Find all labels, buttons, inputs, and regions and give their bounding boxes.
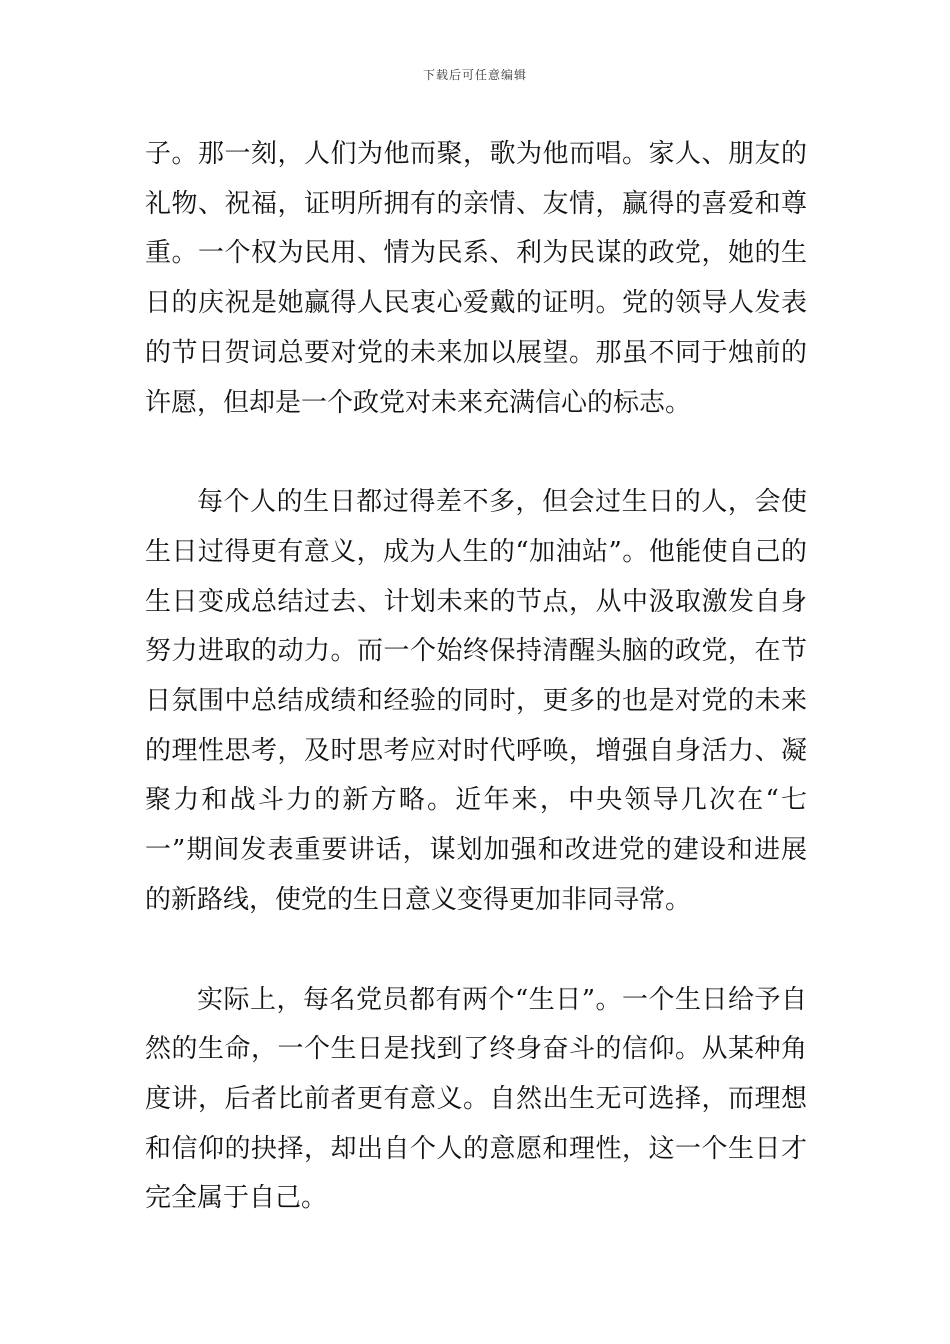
paragraph-2: 每个人的生日都过得差不多，但会过生日的人，会使生日过得更有意义，成为人生的“加油站”。他能使自己的生日变成总结过去、计划未来的节点，从中汲取激发自身努力进取的动力。而一个始终保持清醒头脑的政党，在节日氛围中总结成绩和经验的同时，更多的也是对党的未来的理性思考，及时思考应对时代呼唤，增强自身活力、凝聚力和战斗力的新方略。近年来，中央领导几次在“七一”期间发表重要讲话，谋划加强和改进党的建设和进展的新路线，使党的生日意义变得更加非同寻常。 [145, 487, 807, 915]
paragraph-3: 实际上，每名党员都有两个“生日”。一个生日给予自然的生命，一个生日是找到了终身奋斗的信仰。从某种角度讲，后者比前者更有意义。自然出生无可选择，而理想和信仰的抉择，却出自个人的意愿和理性，这一个生日才完全属于自己。 [145, 984, 807, 1214]
paragraph-spacer [145, 428, 807, 478]
document-body [145, 130, 807, 1224]
paragraph-1: 子。那一刻，人们为他而聚，歌为他而唱。家人、朋友的礼物、祝福，证明所拥有的亲情、友情，赢得的喜爱和尊重。一个权为民用、情为民系、利为民谋的政党，她的生日的庆祝是她赢得人民衷心爱戴的证明。党的领导人发表的节日贺词总要对党的未来加以展望。那虽不同于烛前的许愿，但却是一个政党对未来充满信心的标志。 [145, 139, 807, 418]
paragraph-spacer [145, 926, 807, 976]
page-header: 下载后可任意编辑 [422, 68, 527, 82]
